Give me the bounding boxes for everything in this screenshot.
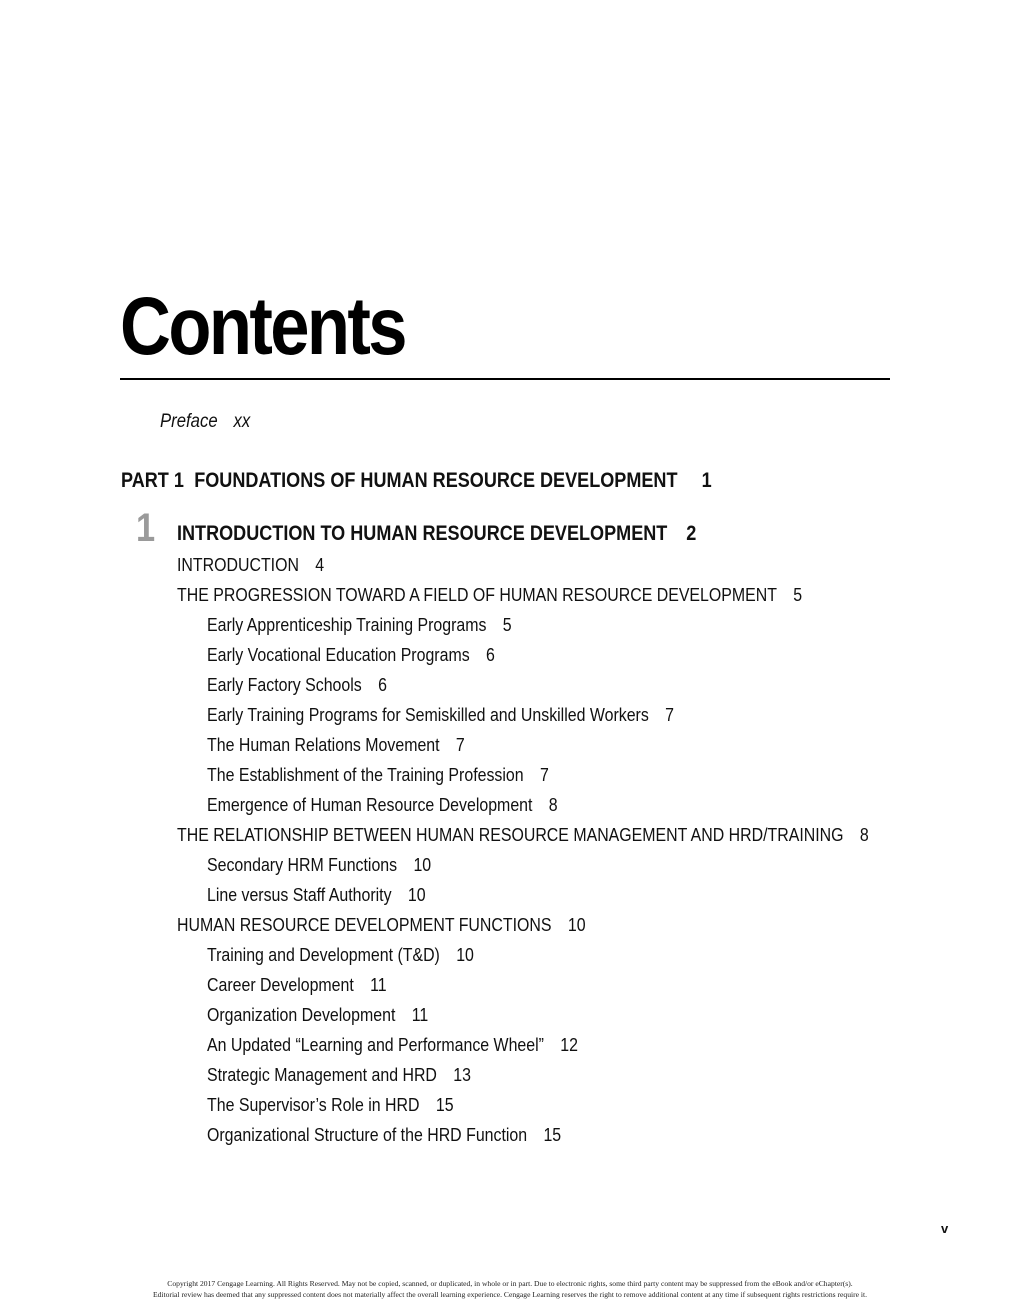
entry-text: Early Factory Schools — [207, 674, 362, 695]
entry-text: INTRODUCTION — [177, 554, 299, 575]
toc-subentry[interactable] — [207, 702, 886, 732]
chapter-title: INTRODUCTION TO HUMAN RESOURCE DEVELOPMENT — [177, 522, 668, 545]
toc-subentry[interactable] — [207, 972, 886, 1002]
entry-text: Strategic Management and HRD — [207, 1064, 437, 1085]
entry-page: 7 — [665, 704, 675, 725]
chapter-page: 2 — [686, 522, 697, 545]
entry-page: 6 — [378, 674, 387, 695]
entry-text: Line versus Staff Authority — [207, 884, 392, 905]
toc-subentry[interactable] — [207, 942, 886, 972]
copyright-notice — [0, 1278, 1020, 1300]
entry-page: 10 — [413, 854, 432, 875]
toc-subentry[interactable] — [207, 1002, 886, 1032]
entry-page: 8 — [859, 824, 869, 845]
chapter-number: 1 — [136, 506, 156, 550]
entry-text: Training and Development (T&D) — [207, 944, 440, 965]
entry-text: THE RELATIONSHIP BETWEEN HUMAN RESOURCE MANAGEMENT AND HRD/TRAINING — [177, 824, 844, 845]
entry-page: 13 — [453, 1064, 471, 1085]
toc-entry[interactable] — [177, 822, 882, 852]
toc-subentry[interactable] — [207, 612, 886, 642]
entry-page: 5 — [502, 614, 512, 635]
entry-page: 12 — [560, 1034, 578, 1055]
toc-subentry[interactable] — [207, 672, 886, 702]
entry-text: Early Vocational Education Programs — [207, 644, 470, 665]
entry-text: Organizational Structure of the HRD Function — [207, 1124, 528, 1145]
entry-text: HUMAN RESOURCE DEVELOPMENT FUNCTIONS — [177, 914, 552, 935]
toc-chapter-heading[interactable] — [177, 522, 696, 546]
toc-subentry[interactable] — [207, 792, 886, 822]
page-folio: v — [941, 1221, 949, 1236]
toc-subentry[interactable] — [207, 762, 886, 792]
entry-page: 8 — [548, 794, 558, 815]
toc-subentry[interactable] — [207, 732, 886, 762]
part-label: PART 1 — [121, 469, 184, 492]
entry-text: The Human Relations Movement — [207, 734, 440, 755]
entry-text: Early Training Programs for Semiskilled and Unskilled Workers — [207, 704, 649, 725]
toc-subentry[interactable] — [207, 1122, 886, 1152]
copyright-line-2: Editorial review has deemed that any suppressed content does not materially affect the overall learning experience. Cengage Learning reserves the right to remove additional content at any time if subsequent rights restrictions require it. — [152, 1290, 868, 1299]
entry-text: Secondary HRM Functions — [207, 854, 398, 875]
entry-text: An Updated “Learning and Performance Wheel” — [207, 1034, 544, 1055]
entry-page: 7 — [455, 734, 465, 755]
part-title: FOUNDATIONS OF HUMAN RESOURCE DEVELOPMENT — [194, 469, 678, 492]
entry-page: 4 — [315, 554, 325, 575]
part-page: 1 — [701, 469, 712, 492]
entry-page: 15 — [543, 1124, 562, 1145]
page-title: Contents — [120, 281, 405, 372]
toc-subentry[interactable] — [207, 882, 886, 912]
toc-subentry[interactable] — [207, 852, 886, 882]
toc-preface[interactable] — [160, 411, 250, 433]
entry-page: 11 — [370, 974, 387, 995]
entry-page: 5 — [793, 584, 803, 605]
toc-part-heading[interactable] — [121, 469, 712, 493]
entry-text: Organization Development — [207, 1004, 396, 1025]
entry-page: 10 — [567, 914, 586, 935]
title-rule — [120, 378, 890, 380]
toc-subentry[interactable] — [207, 1032, 886, 1062]
toc-subentry[interactable] — [207, 642, 886, 672]
entry-page: 6 — [486, 644, 495, 665]
preface-label: Preface — [160, 411, 218, 432]
entry-text: The Establishment of the Training Profession — [207, 764, 524, 785]
entry-text: The Supervisor’s Role in HRD — [207, 1094, 420, 1115]
toc-subentry[interactable] — [207, 1092, 886, 1122]
entry-page: 15 — [435, 1094, 454, 1115]
copyright-line-1: Copyright 2017 Cengage Learning. All Rights Reserved. May not be copied, scanned, or duplicated, in whole or in part. Due to electronic rights, some third party content may be suppressed from the eBook and/or eChapter(s). — [167, 1279, 853, 1288]
entry-text: Career Development — [207, 974, 354, 995]
entry-text: Early Apprenticeship Training Programs — [207, 614, 487, 635]
entry-text: Emergence of Human Resource Development — [207, 794, 533, 815]
entry-page: 10 — [407, 884, 426, 905]
entry-page: 10 — [456, 944, 474, 965]
toc-subentry[interactable] — [207, 1062, 886, 1092]
toc-entry[interactable] — [177, 912, 882, 942]
preface-page: xx — [233, 411, 251, 432]
entry-page: 7 — [539, 764, 549, 785]
toc-entry[interactable] — [177, 582, 882, 612]
entry-text: THE PROGRESSION TOWARD A FIELD OF HUMAN RESOURCE DEVELOPMENT — [177, 584, 777, 605]
toc-entries — [177, 552, 997, 1152]
toc-entry[interactable] — [177, 552, 882, 582]
entry-page: 11 — [411, 1004, 429, 1025]
